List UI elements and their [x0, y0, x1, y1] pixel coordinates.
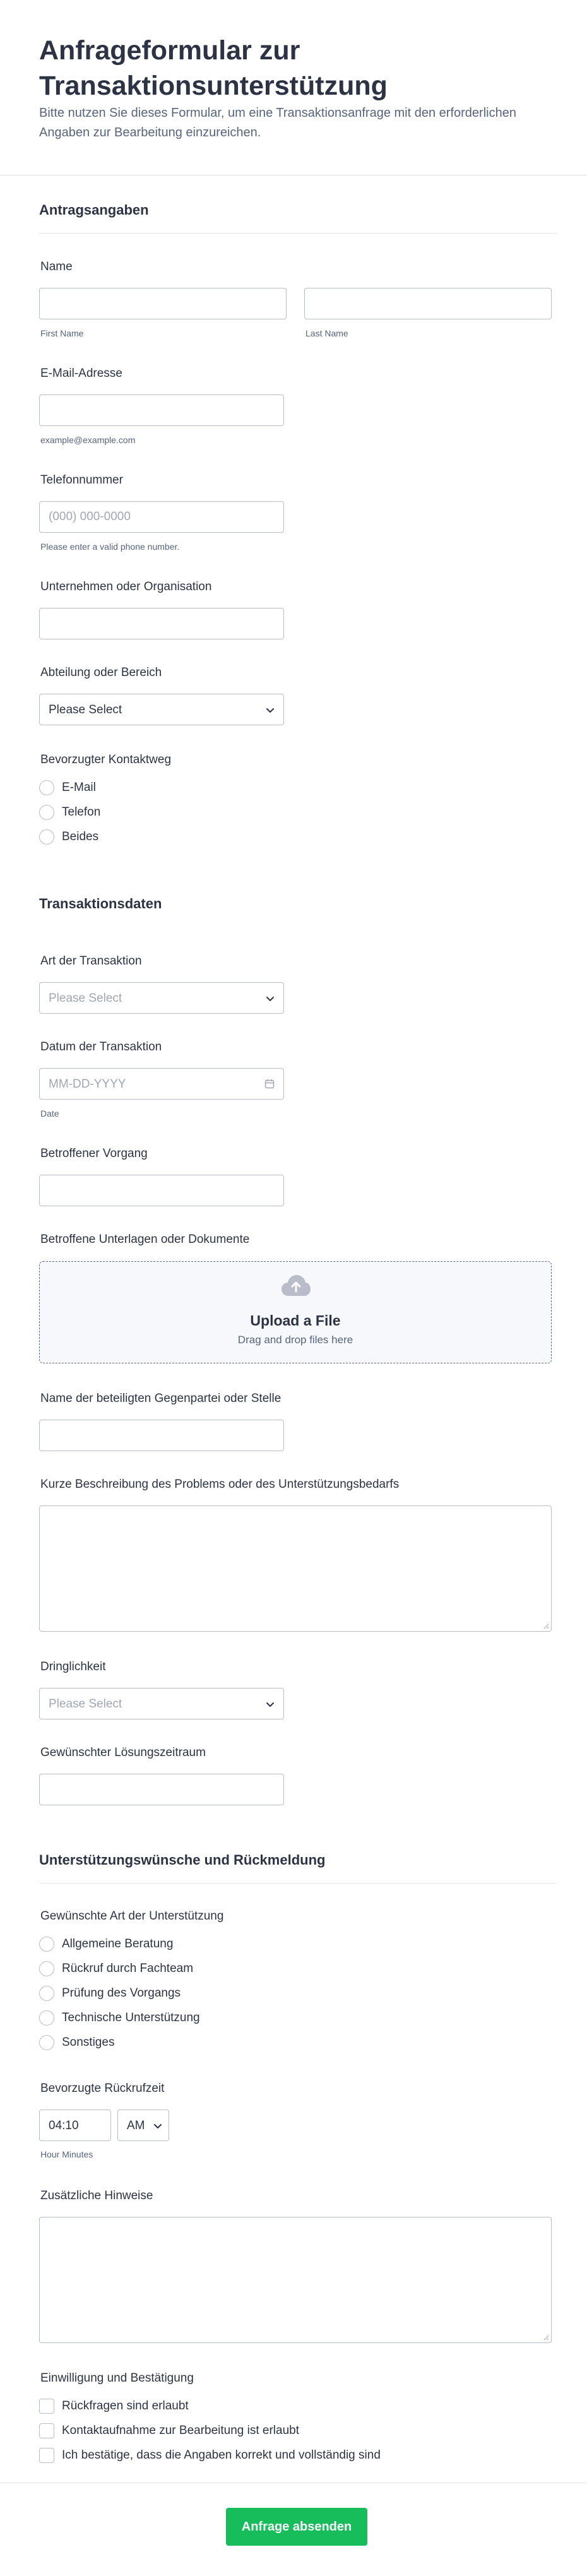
form-header	[0, 0, 587, 175]
radio-button[interactable]	[39, 780, 54, 795]
chevron-down-icon	[266, 1700, 275, 1709]
section-title-support: Unterstützungswünsche und Rückmeldung	[39, 1852, 326, 1868]
last-name-input[interactable]	[304, 288, 552, 319]
description-textarea[interactable]	[39, 1505, 552, 1632]
form-subtitle: Bitte nutzen Sie dieses Formular, um eine Transaktionsanfrage mit den erforderlichen Angaben zur Bearbeitung einzureichen.	[39, 106, 516, 139]
department-select-value: Please Select	[49, 703, 122, 716]
callback-time-value: 04:10	[49, 2119, 79, 2132]
callback-ampm-value: AM	[127, 2119, 145, 2132]
submit-button[interactable]: Anfrage absenden	[226, 2508, 367, 2546]
support-type-label: Gewünschte Art der Unterstützung	[40, 1909, 224, 1923]
name-label: Name	[40, 260, 73, 273]
email-input[interactable]	[39, 395, 284, 426]
last-name-sublabel: Last Name	[305, 328, 348, 338]
checkbox[interactable]	[39, 2423, 54, 2438]
phone-input[interactable]	[39, 501, 284, 533]
timeframe-label: Gewünschter Lösungszeitraum	[40, 1746, 206, 1759]
consent-option-label: Kontaktaufnahme zur Bearbeitung ist erlaubt	[62, 2424, 300, 2437]
contact-label: Bevorzugter Kontaktweg	[40, 753, 172, 766]
calendar-icon[interactable]	[264, 1079, 275, 1089]
counterparty-label: Name der beteiligten Gegenpartei oder Stelle	[40, 1392, 282, 1405]
case-label: Betroffener Vorgang	[40, 1147, 148, 1160]
phone-sublabel: Please enter a valid phone number.	[40, 542, 180, 552]
counterparty-input[interactable]	[39, 1420, 284, 1451]
resize-grip-icon[interactable]	[543, 2334, 549, 2341]
contact-option-label: Beides	[62, 830, 99, 843]
consent-label: Einwilligung und Bestätigung	[40, 2371, 194, 2385]
support-option-label: Technische Unterstützung	[62, 2011, 200, 2024]
radio-button[interactable]	[39, 805, 54, 820]
urgency-select-value: Please Select	[49, 1697, 122, 1711]
email-sublabel: example@example.com	[40, 435, 136, 445]
chevron-down-icon	[266, 706, 275, 715]
case-input[interactable]	[39, 1175, 284, 1206]
transaction-date-input[interactable]	[39, 1068, 284, 1100]
contact-option-label: Telefon	[62, 805, 101, 819]
checkbox[interactable]	[39, 2399, 54, 2414]
date-sublabel: Date	[40, 1108, 59, 1119]
support-option-label: Prüfung des Vorgangs	[62, 1986, 181, 2000]
first-name-sublabel: First Name	[40, 328, 84, 338]
checkbox[interactable]	[39, 2448, 54, 2463]
section-title-antragsangaben: Antragsangaben	[39, 202, 149, 218]
transaction-type-select-value: Please Select	[49, 992, 122, 1005]
date-placeholder: MM-DD-YYYY	[49, 1077, 126, 1091]
urgency-label: Dringlichkeit	[40, 1660, 106, 1673]
documents-label: Betroffene Unterlagen oder Dokumente	[40, 1233, 250, 1246]
callback-label: Bevorzugte Rückrufzeit	[40, 2082, 165, 2095]
radio-button[interactable]	[39, 1986, 54, 2001]
radio-button[interactable]	[39, 1961, 54, 1976]
callback-time-input[interactable]	[39, 2110, 111, 2141]
chevron-down-icon	[266, 994, 275, 1003]
description-label: Kurze Beschreibung des Problems oder des Unterstützungsbedarfs	[40, 1478, 400, 1491]
support-option-label: Rückruf durch Fachteam	[62, 1962, 194, 1975]
support-option-label: Allgemeine Beratung	[62, 1937, 174, 1950]
support-option-label: Sonstiges	[62, 2036, 115, 2049]
chevron-down-icon	[153, 2122, 162, 2130]
company-input[interactable]	[39, 608, 284, 639]
email-label: E-Mail-Adresse	[40, 367, 122, 380]
first-name-input[interactable]	[39, 288, 287, 319]
file-upload-dropzone[interactable]	[39, 1261, 552, 1363]
upload-title: Upload a File	[250, 1312, 341, 1329]
time-sublabel: Hour Minutes	[40, 2149, 93, 2159]
transaction-type-select[interactable]	[39, 982, 284, 1014]
radio-button[interactable]	[39, 1937, 54, 1952]
company-label: Unternehmen oder Organisation	[40, 580, 212, 593]
notes-label: Zusätzliche Hinweise	[40, 2189, 153, 2202]
transaction-date-label: Datum der Transaktion	[40, 1040, 162, 1054]
consent-option-label: Ich bestätige, dass die Angaben korrekt und vollständig sind	[62, 2448, 381, 2462]
radio-button[interactable]	[39, 2010, 54, 2026]
urgency-select[interactable]	[39, 1688, 284, 1719]
notes-textarea[interactable]	[39, 2217, 552, 2343]
form-title: Anfrageformular zur Transaktionsunterstützung	[39, 35, 388, 101]
section-divider	[39, 233, 557, 234]
phone-label: Telefonnummer	[40, 473, 123, 487]
section-title-transaktionsdaten: Transaktionsdaten	[39, 896, 162, 911]
upload-subtitle: Drag and drop files here	[237, 1334, 353, 1346]
resize-grip-icon[interactable]	[543, 1623, 549, 1629]
consent-option-label: Rückfragen sind erlaubt	[62, 2399, 189, 2413]
section-divider	[39, 1883, 557, 1884]
radio-button[interactable]	[39, 829, 54, 845]
contact-option-label: E-Mail	[62, 781, 96, 794]
department-label: Abteilung oder Bereich	[40, 666, 162, 679]
radio-button[interactable]	[39, 2035, 54, 2050]
timeframe-input[interactable]	[39, 1774, 284, 1805]
callback-ampm-select[interactable]	[117, 2110, 169, 2141]
cloud-upload-icon	[281, 1274, 311, 1297]
transaction-type-label: Art der Transaktion	[40, 954, 142, 968]
department-select[interactable]	[39, 694, 284, 725]
